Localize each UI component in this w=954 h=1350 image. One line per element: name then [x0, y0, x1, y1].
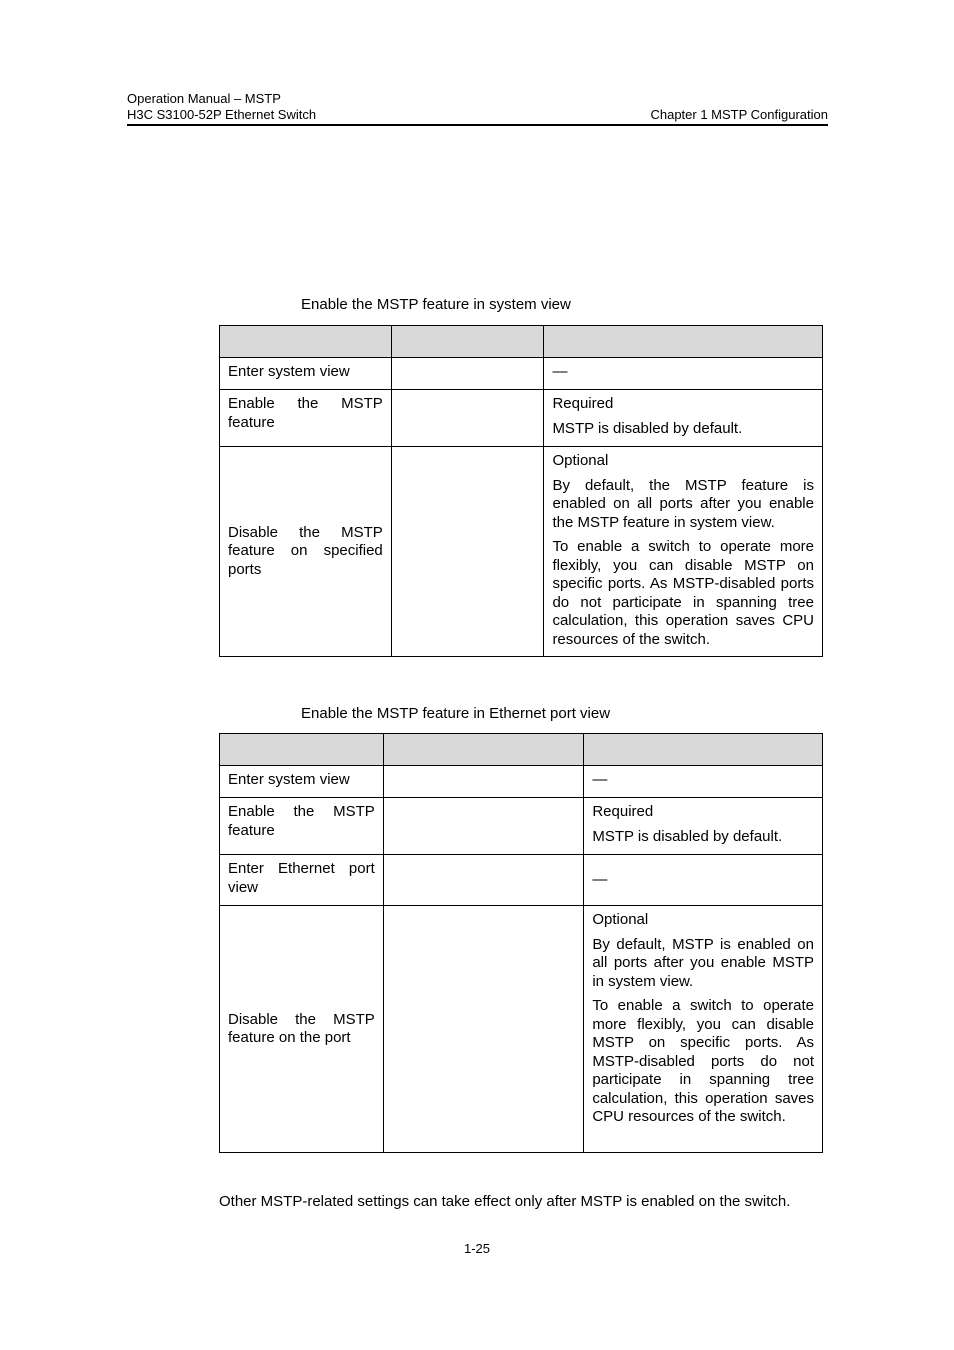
operation-cell: Enter system view — [220, 766, 384, 798]
remark-cell: — — [584, 855, 823, 906]
remark-cell: Optional By default, MSTP is enabled on all ports after you enable MSTP in system view. To enable a switch to operate more flexibly, you can disable MSTP on specific ports. As MSTP-disabled ports do not participate in spanning tree calculation, this operation saves CPU resources of the switch. — [584, 906, 823, 1153]
header-cell-remarks — [544, 326, 823, 358]
table-header-row — [220, 326, 823, 358]
operation-cell: Enter system view — [220, 358, 392, 390]
command-cell — [383, 906, 584, 1153]
remark-cell: — — [544, 358, 823, 390]
command-cell — [391, 390, 544, 447]
operation-cell: Disable the MSTP feature on specified ports — [220, 447, 392, 657]
operation-cell: Disable the MSTP feature on the port — [220, 906, 384, 1153]
header-divider — [127, 124, 828, 126]
table-row — [220, 855, 823, 906]
operation-cell: Enter Ethernet port view — [220, 855, 384, 906]
table-row — [220, 906, 823, 1153]
page-header — [127, 91, 828, 123]
remark-cell: Optional By default, the MSTP feature is enabled on all ports after you enable the MSTP feature in system view. To enable a switch to operate more flexibly, you can disable MSTP on specific ports. As MSTP-disabled ports do not participate in spanning tree calculation, this operation saves CPU resources of the switch. — [544, 447, 823, 657]
table-row — [220, 390, 823, 447]
remark-cell: — — [584, 766, 823, 798]
table2-caption: Enable the MSTP feature in Ethernet port view — [301, 705, 611, 722]
remark-cell: Required MSTP is disabled by default. — [584, 798, 823, 855]
table-row — [220, 766, 823, 798]
header-cell-operation — [220, 326, 392, 358]
header-cell-remarks — [584, 734, 823, 766]
note-text: Other MSTP-related settings can take effect only after MSTP is enabled on the switch. — [219, 1193, 791, 1210]
product-name: H3C S3100-52P Ethernet Switch — [127, 107, 317, 122]
operation-cell: Enable the MSTP feature — [220, 798, 384, 855]
table-header-row — [220, 734, 823, 766]
table-port-view — [219, 733, 823, 1153]
command-cell — [383, 798, 584, 855]
table-row — [220, 447, 823, 657]
header-cell-command — [383, 734, 584, 766]
operation-cell: Enable the MSTP feature — [220, 390, 392, 447]
manual-title: Operation Manual – MSTP — [127, 91, 281, 106]
remark-cell: Required MSTP is disabled by default. — [544, 390, 823, 447]
command-cell — [383, 855, 584, 906]
page-number: 1-25 — [463, 1241, 491, 1256]
table1-caption: Enable the MSTP feature in system view — [301, 296, 571, 313]
table-system-view — [219, 325, 823, 657]
header-cell-command — [391, 326, 544, 358]
command-cell — [383, 766, 584, 798]
command-cell — [391, 447, 544, 657]
table-row — [220, 358, 823, 390]
table-row — [220, 798, 823, 855]
header-cell-operation — [220, 734, 384, 766]
command-cell — [391, 358, 544, 390]
chapter-title: Chapter 1 MSTP Configuration — [650, 107, 828, 122]
